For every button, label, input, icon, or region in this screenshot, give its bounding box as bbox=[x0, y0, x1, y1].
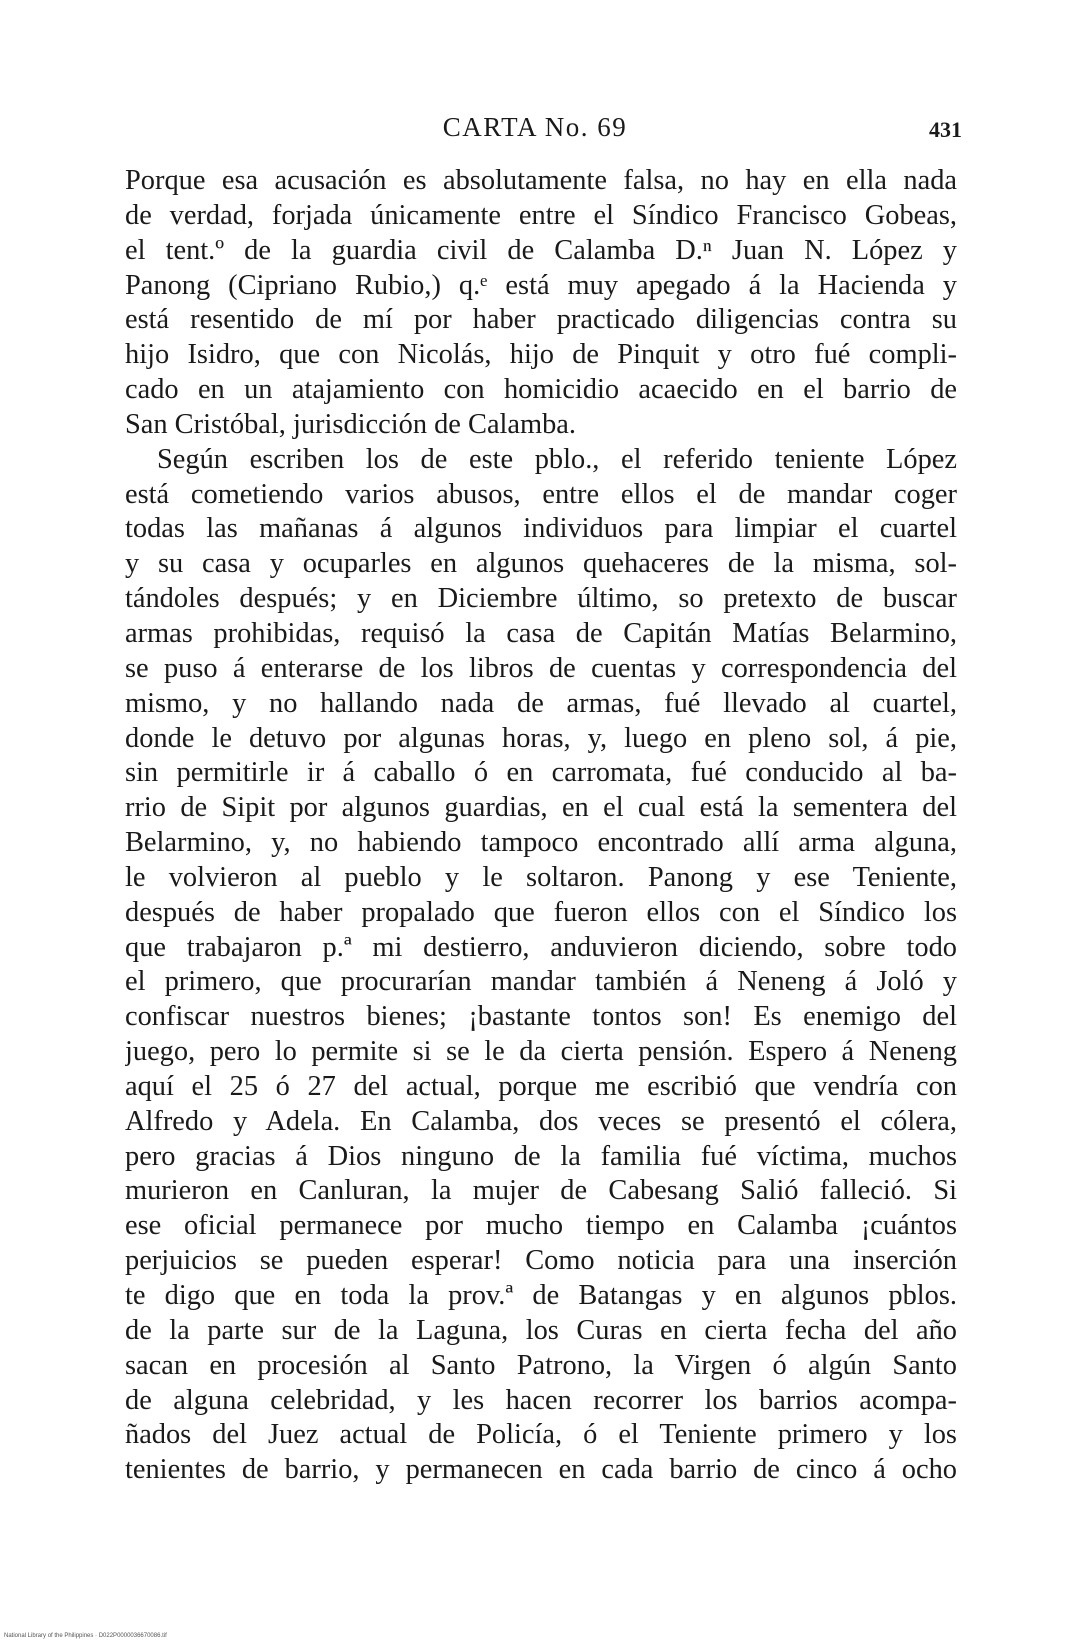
text-line: juego, pero lo permite si se le da cierta pensión. Espero á Neneng bbox=[125, 1036, 957, 1068]
scan-credit: National Library of the Philippines · D022P0000036670086.tif bbox=[4, 1633, 167, 1639]
text-line: confiscar nuestros bienes; ¡bastante tontos son! Es enemigo del bbox=[125, 1001, 957, 1033]
text-line: está cometiendo varios abusos, entre ellos el de mandar coger bbox=[125, 478, 957, 510]
text-line: donde le detuvo por algunas horas, y, luego en pleno sol, á pie, bbox=[125, 722, 957, 754]
text-line: pero gracias á Dios ninguno de la familia fué víctima, muchos bbox=[125, 1140, 957, 1172]
text-line: tenientes de barrio, y permanecen en cada barrio de cinco á ocho bbox=[125, 1454, 957, 1486]
text-line: armas prohibidas, requisó la casa de Capitán Matías Belarmino, bbox=[125, 617, 957, 649]
text-line: el primero, que procurarían mandar también á Neneng á Joló y bbox=[125, 966, 957, 998]
text-line: y su casa y ocuparles en algunos quehaceres de la misma, sol- bbox=[125, 548, 957, 580]
text-line: rrio de Sipit por algunos guardias, en el cual está la sementera del bbox=[125, 792, 957, 824]
text-line: Según escriben los de este pblo., el referido teniente López bbox=[157, 443, 957, 475]
text-line: San Cristóbal, jurisdicción de Calamba. bbox=[125, 408, 577, 440]
text-line: el tent.º de la guardia civil de Calamba D.ⁿ Juan N. López y bbox=[125, 234, 957, 266]
text-line: se puso á enterarse de los libros de cuentas y correspondencia del bbox=[125, 652, 957, 684]
text-line: mismo, y no hallando nada de armas, fué llevado al cuartel, bbox=[125, 687, 957, 719]
page-title: CARTA No. 69 bbox=[442, 112, 628, 142]
text-line: de alguna celebridad, y les hacen recorrer los barrios acompa- bbox=[125, 1384, 957, 1416]
text-line: Panong (Cipriano Rubio,) q.ᵉ está muy apegado á la Hacienda y bbox=[125, 269, 957, 301]
text-line: tándoles después; y en Diciembre último, so pretexto de buscar bbox=[125, 583, 957, 615]
text-line: aquí el 25 ó 27 del actual, porque me escribió que vendría con bbox=[125, 1070, 957, 1102]
text-line: te digo que en toda la prov.ª de Batangas y en algunos pblos. bbox=[125, 1280, 957, 1311]
text-line: perjuicios se pueden esperar! Como noticia para una inserción bbox=[125, 1245, 957, 1277]
text-line: cado en un atajamiento con homicidio acaecido en el barrio de bbox=[125, 374, 957, 406]
text-line: Porque esa acusación es absolutamente falsa, no hay en ella nada bbox=[125, 165, 957, 196]
text-line: le volvieron al pueblo y le soltaron. Panong y ese Teniente, bbox=[125, 861, 957, 893]
text-line: que trabajaron p.ª mi destierro, anduvieron diciendo, sobre todo bbox=[125, 931, 957, 963]
text-line: hijo Isidro, que con Nicolás, hijo de Pinquit y otro fué compli- bbox=[125, 339, 957, 371]
text-line: sacan en procesión al Santo Patrono, la Virgen ó algún Santo bbox=[125, 1349, 957, 1381]
text-line: Belarmino, y, no habiendo tampoco encontrado allí arma alguna, bbox=[125, 827, 957, 859]
text-line: Alfredo y Adela. En Calamba, dos veces se presentó el cólera, bbox=[125, 1105, 957, 1137]
text-line: todas las mañanas á algunos individuos para limpiar el cuartel bbox=[125, 513, 957, 545]
text-line: está resentido de mí por haber practicado diligencias contra su bbox=[125, 304, 957, 336]
text-line: murieron en Canluran, la mujer de Cabesang Salió falleció. Si bbox=[125, 1175, 957, 1207]
text-line: de verdad, forjada únicamente entre el Síndico Francisco Gobeas, bbox=[125, 199, 957, 231]
text-line: ñados del Juez actual de Policía, ó el Teniente primero y los bbox=[125, 1419, 957, 1451]
text-line: de la parte sur de la Laguna, los Curas en cierta fecha del año bbox=[125, 1314, 957, 1346]
page-header bbox=[0, 112, 1070, 152]
letter-body bbox=[125, 164, 957, 1488]
text-line: sin permitirle ir á caballo ó en carromata, fué conducido al ba- bbox=[125, 757, 957, 789]
page-number: 431 bbox=[929, 117, 962, 142]
text-line: ese oficial permanece por mucho tiempo en Calamba ¡cuántos bbox=[125, 1210, 957, 1242]
text-line: después de haber propalado que fueron ellos con el Síndico los bbox=[125, 896, 957, 928]
